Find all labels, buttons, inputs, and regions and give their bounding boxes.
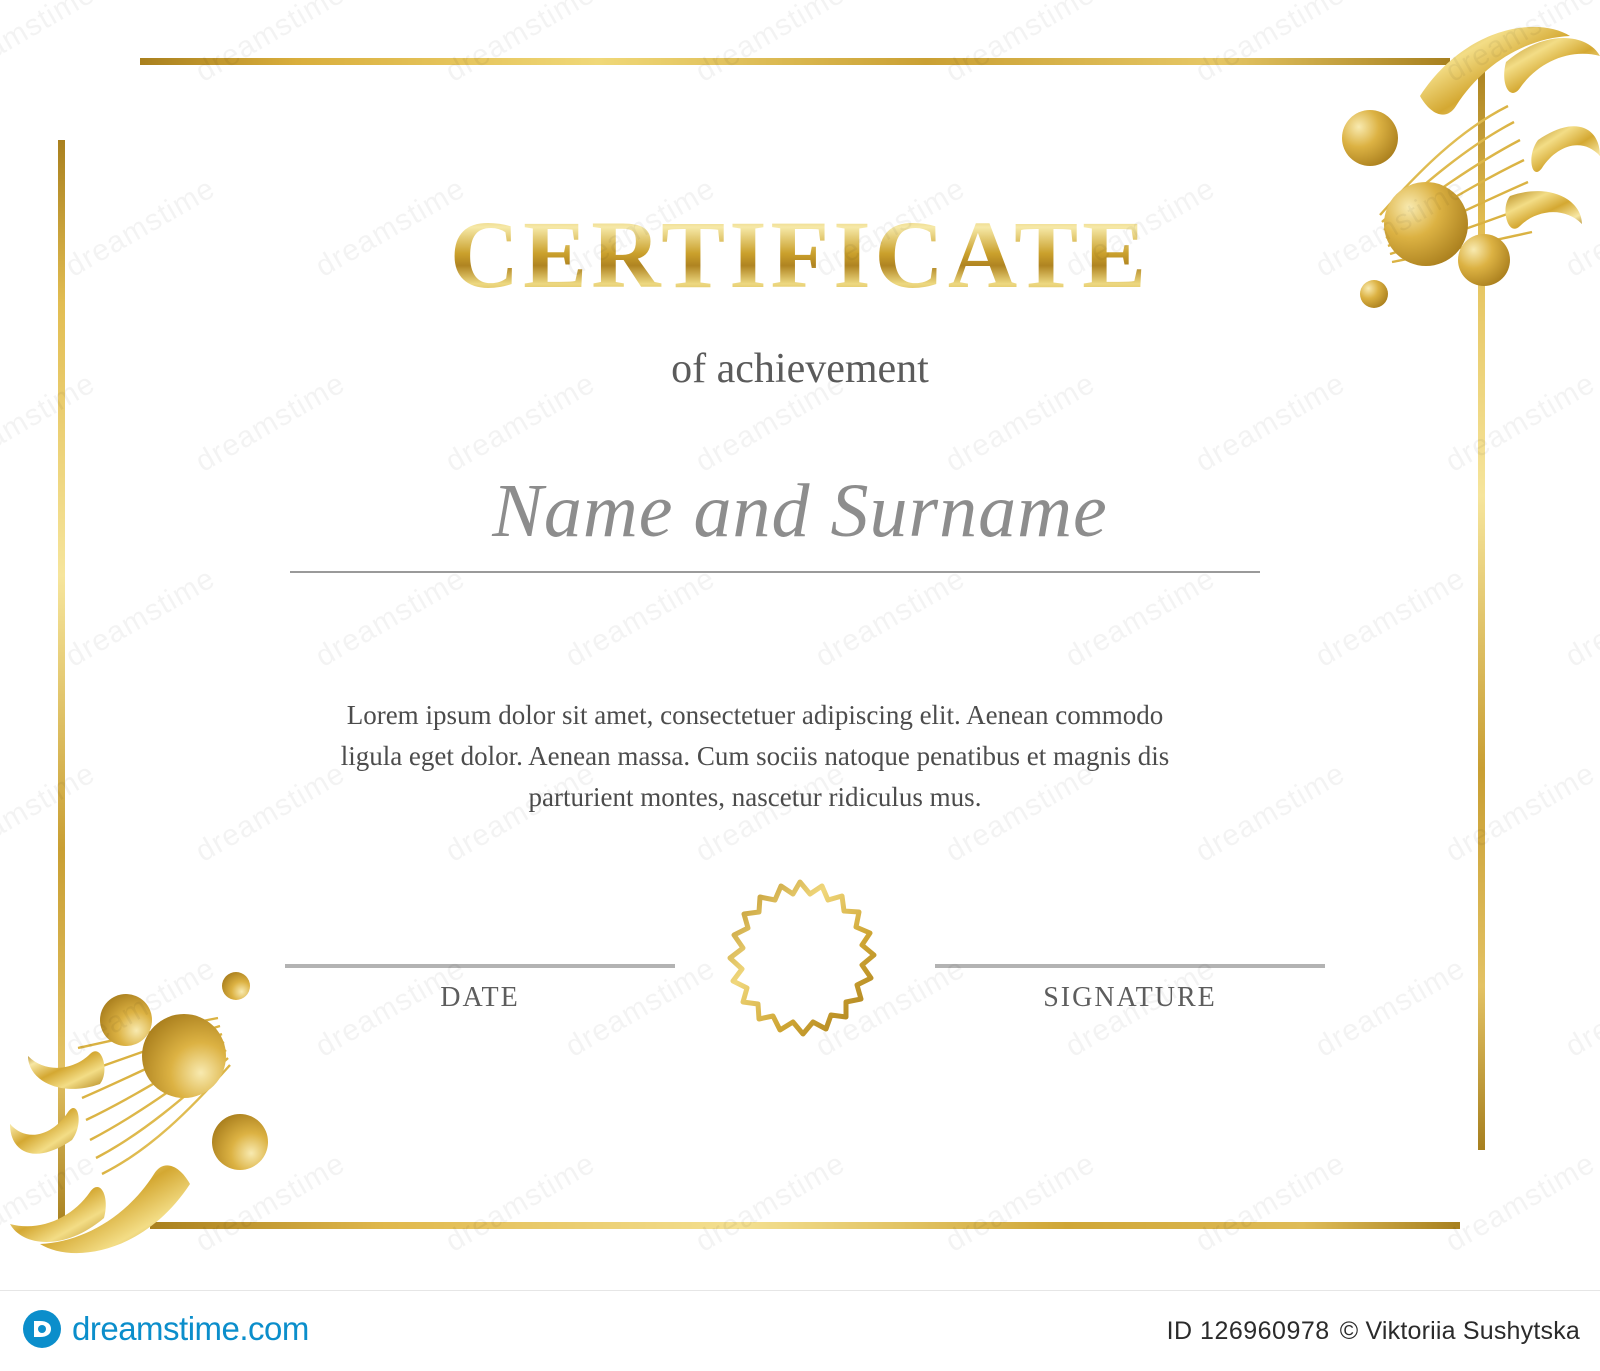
certificate-body-text: Lorem ipsum dolor sit amet, consectetuer adipiscing elit. Aenean commodo ligula eget dolor. Aenean massa. Cum sociis natoque penatibus et magnis dis parturient montes, nascetur ridiculus mus. — [340, 700, 1170, 813]
frame-top-line — [140, 58, 1450, 65]
date-label: DATE — [440, 982, 520, 1013]
certificate-subtitle: of achievement — [671, 346, 929, 392]
recipient-name: Name and Surname — [492, 469, 1108, 553]
brand-logo[interactable] — [22, 1309, 309, 1349]
copyright-author: © Viktoriia Sushytska — [1339, 1317, 1580, 1345]
footer-meta — [1167, 1317, 1580, 1346]
certificate-title: CERTIFICATE — [0, 205, 1600, 306]
image-id: ID 126960978 — [1166, 1317, 1330, 1345]
recipient-name-rule — [290, 571, 1260, 573]
frame-bottom-line — [150, 1222, 1460, 1229]
brand-name: dreamstime.com — [72, 1310, 309, 1347]
stock-footer-bar — [0, 1290, 1600, 1371]
starburst-seal-icon — [718, 878, 882, 1058]
date-line — [285, 964, 675, 968]
signature-label: SIGNATURE — [1043, 982, 1217, 1013]
signature-line — [935, 964, 1325, 968]
dreamstime-logo-icon — [22, 1309, 62, 1349]
